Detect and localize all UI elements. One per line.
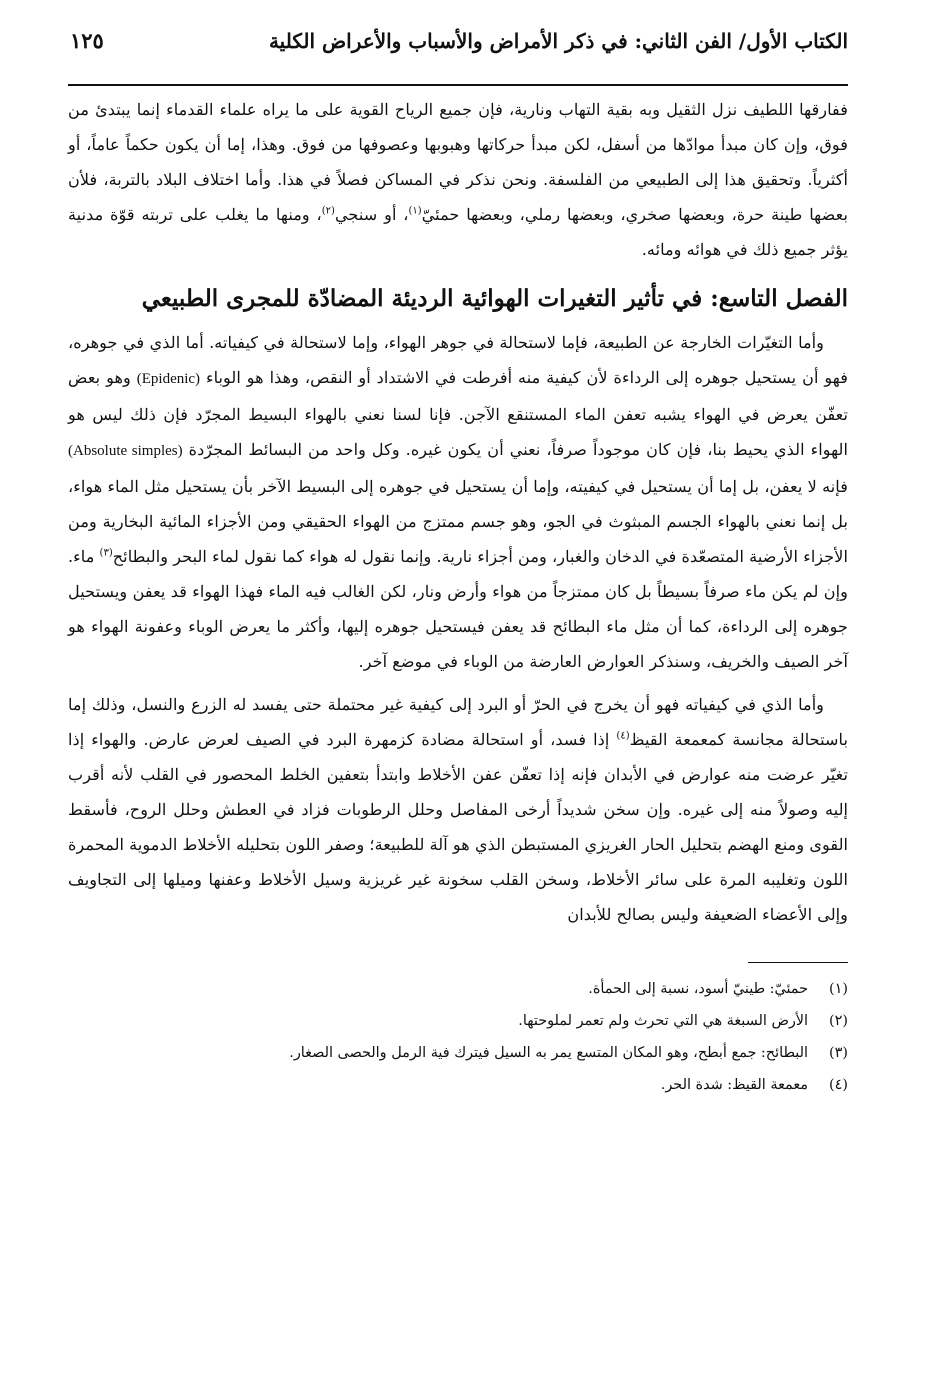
footnote-text: البطائح: جمع أبطح، وهو المكان المتسع يمر به السيل فيترك فية الرمل والحصى الصغار. xyxy=(289,1045,808,1061)
text-line: بسيطاً بل كان ممتزجاً من هواء وأرض ونار، لكن الغالب فيه الماء فهذا الهواء قد يعفن ويستحيل xyxy=(68,582,700,601)
footnote-number: (٢) xyxy=(829,1013,848,1029)
text-line: ففارقها اللطيف نزل الثقيل وبه بقية التهاب ونارية، فإن جميع الرياح القوية على ما يراه علماء xyxy=(219,100,848,119)
running-title: الكتاب الأول/ الفن الثاني: في ذكر الأمراض والأسباب والأعراض الكلية xyxy=(268,29,848,53)
footnote-number: (٣) xyxy=(829,1045,848,1061)
text-line: يستحيل مثل الماء هواء، بل إنما نعني بالهواء الجسم المبثوث في الجو، وهو جسم ممتزج من xyxy=(68,477,848,531)
text-line: البرد في الصيف لعرض عارض. والهواء إذا تغيّر عرضت منه عوارض في الأبدان فإنه إذا تعفّن xyxy=(68,730,848,784)
text-line: وعفونة الهواء هو آخر الصيف والخريف، وسنذكر العوارض العارضة من الوباء في موضع آخر. xyxy=(68,617,848,671)
text-line: إذا فسد، أو استحالة مضادة كزمهرة xyxy=(364,730,617,749)
text-line: فإنه لا يعفن، بل إما أن يستحيل في كيفيته، وإما أن يستحيل في جوهره إلى البسيط الآخر بأن xyxy=(231,477,848,496)
footnote-ref-1: (١) xyxy=(408,205,422,217)
text-line: ومن أجزاء نارية. وإنما نقول له هواء كما نقول لماء البحر والبطائح xyxy=(112,547,547,566)
page-number: ١٢٥ xyxy=(70,28,104,53)
text-line: الزرع والنسل، وذلك إما باستحالة مجانسة كمعمعة القيظ xyxy=(68,695,848,749)
paragraph-1 xyxy=(68,92,848,267)
text-line: فإن كان موجوداً صرفاً، نعني أن يكون غيره. وكل واحد من البسائط المجرّدة xyxy=(182,440,702,459)
footnote-ref-3: (٣) xyxy=(99,547,113,559)
text-line: ومنع الهضم بتحليل الحار الغريزي المستبطن الذي هو آلة للطبيعة؛ وصفر اللون بتحليله xyxy=(236,835,805,854)
footnote-item xyxy=(68,1005,848,1037)
text-line: تربته قوّة مدنية يؤثر جميع ذلك في هوائه ومائه. xyxy=(68,205,848,259)
text-line: كيفياته. أما الذي في جوهره، فهو أن يستحيل جوهره إلى الرداءة لأن كيفية منه أفرطت في xyxy=(68,333,848,387)
footnote-ref-4: (٤) xyxy=(616,730,630,742)
text-line: ماء. وإن لم يكن ماء صرفاً xyxy=(68,547,848,601)
footnote-text: الأرض السبغة هي التي تحرث ولم تعمر لملوحتها. xyxy=(518,1013,808,1029)
text-line: الفلسفة. ونحن نذكر في المساكن فصلاً في هذا. وأما اختلاف البلاد بالتربة، فلأن بعضها طينة xyxy=(68,170,848,224)
text-line: وإن سخن شديداً أرخى المفاصل وحلل الرطوبات فزاد في العطش وحلل الروح، فأسقط القوى xyxy=(68,800,848,854)
text-line: حرة، وبعضها صخري، وبعضها رملي، وبعضها حمئيّ xyxy=(421,205,765,224)
text-line: وأما الذي في كيفياته فهو أن يخرج في الحرّ أو البرد إلى كيفية غير محتملة حتى يفسد له xyxy=(232,695,825,714)
text-line: الهواء الحقيقي ومن الأجزاء المائية البخارية ومن الأجزاء الأرضية المتصعّدة في الدخان والغبار، xyxy=(68,512,848,566)
text-line: وأما التغيّرات الخارجة عن الطبيعة، فإما لاستحالة في جوهر الهواء، وإما لاستحالة في xyxy=(263,333,824,352)
footnote-rule xyxy=(748,962,848,963)
text-line: وهو بعض تعفّن يعرض في الهواء يشبه تعفن الماء xyxy=(68,368,848,424)
text-line: وعصوفها من فوق. وهذا، إما أن يكون حكماً عاماً، أو أكثرياً. وتحقيق هذا إلى الطبيعي من xyxy=(68,135,848,189)
text-line: غريزية وسيل الأخلاط وعفنها وميلها إلى التجاويف وإلى الأعضاء الضعيفة وليس بصالح للأبدان xyxy=(68,870,848,924)
footnote-number: (١) xyxy=(829,981,848,997)
footnote-item xyxy=(68,1069,848,1101)
book-page xyxy=(68,28,848,1101)
footnote-number: (٤) xyxy=(829,1077,848,1093)
footnote-text: معمعة القيظ: شدة الحر. xyxy=(660,1077,808,1093)
footnote-item xyxy=(68,1037,848,1069)
footnote-text: حمئيّ: طينيّ أسود، نسبة إلى الحمأة. xyxy=(588,981,808,997)
text-line: ، ومنها ما يغلب على xyxy=(179,205,322,224)
paragraph-gap xyxy=(68,679,848,687)
page-header xyxy=(68,28,848,72)
text-line: ، أو سنجي xyxy=(334,205,409,224)
footnote-item xyxy=(68,973,848,1005)
latin-term: (Absolute simples) xyxy=(68,443,183,459)
footnotes-list xyxy=(68,973,848,1101)
text-line: الأخلاط الدموية المحمرة اللون وتغليبه المرة على سائر الأخلاط، وسخن القلب سخونة غير xyxy=(68,835,848,889)
text-line: عفن الأخلاط وابتدأ بتعفين الخلط المحصور في القلب لأنه أقرب إليه وصولاً منه إلى غيره. xyxy=(68,765,849,819)
text-line: جوهره إلى الرداءة، كما أن مثل ماء البطائح قد يعفن فيستحيل جوهره إليها، وأكثر ما يعرض الوباء xyxy=(188,617,848,636)
text-line: القدماء إنما يبتدئ من فوق، وإن كان مبدأ موادّها من أسفل، لكن مبدأ حركاتها وهبوبها xyxy=(68,100,848,154)
header-rule xyxy=(68,84,848,86)
text-line: الاشتداد أو النقص، وهذا هو الوباء xyxy=(200,368,430,387)
text-line: المستنقع الآجن. فإنا لسنا نعني بالهواء البسيط المجرّد فإن ذلك ليس هو الهواء الذي يحيط بنا، xyxy=(68,405,848,459)
paragraph-3 xyxy=(68,687,848,932)
footnote-ref-2: (٢) xyxy=(321,205,335,217)
paragraph-2 xyxy=(68,325,848,679)
latin-term: (Epidenic) xyxy=(136,371,201,387)
section-heading: الفصل التاسع: في تأثير التغيرات الهوائية الرديئة المضادّة للمجرى الطبيعي xyxy=(141,285,848,312)
